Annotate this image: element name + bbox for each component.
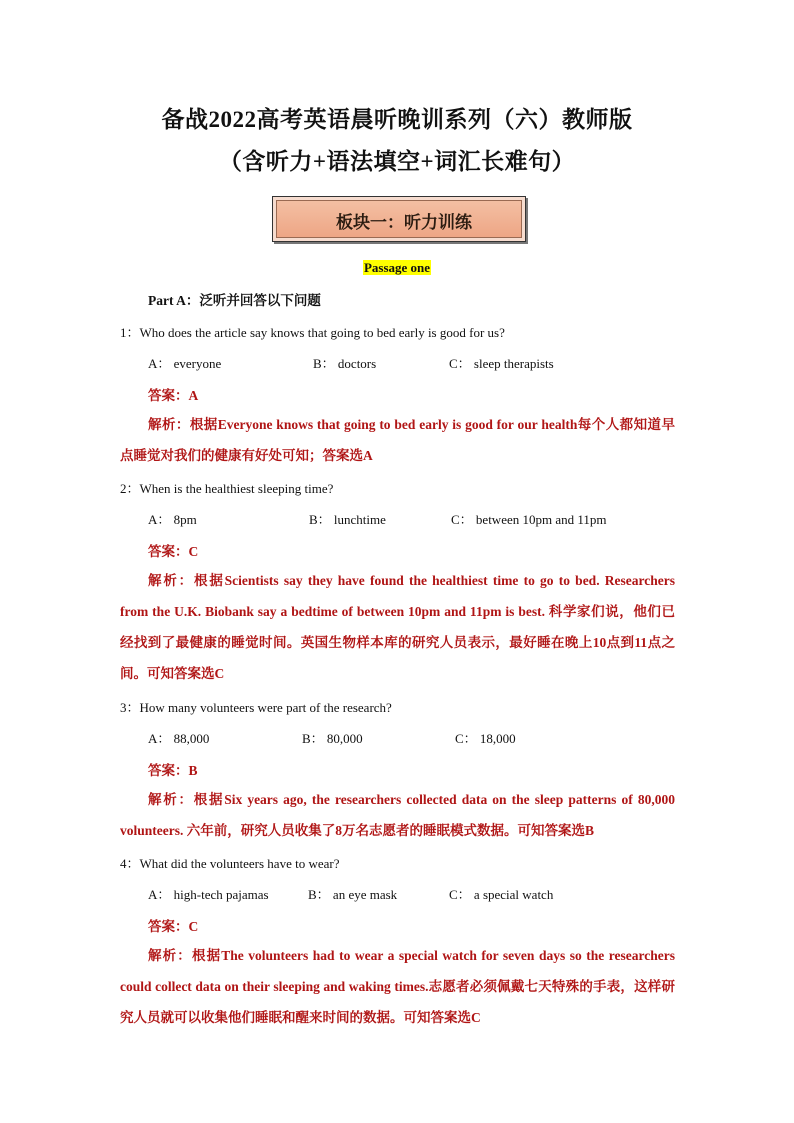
passage-heading [0, 259, 794, 277]
question-3-option-c: C： 18,000 [455, 731, 516, 746]
question-2-option-b: B： lunchtime [309, 512, 386, 527]
question-1: 1：Who does the article say knows that going to bed early is good for us? [120, 325, 505, 340]
document-title-line-1: 备战2022高考英语晨听晚训系列（六）教师版 [161, 107, 633, 132]
question-3: 3：How many volunteers were part of the research? [120, 700, 392, 715]
question-1-option-b: B： doctors [313, 356, 377, 371]
question-1-option-c: C： sleep therapists [449, 356, 554, 371]
question-1-option-a: A： everyone [148, 356, 222, 371]
section-header-label: 板块一：听力训练 [336, 213, 472, 232]
question-2-explanation: 解析：根据Scientists say they have found the healthiest time to go to bed. Researchers from the U.K. Biobank say a bedtime of between 10pm and 11pm is best. 科学家们说，他们已经找到了最健康的睡觉时间。英国生物样本库的研究人员表示，最好睡在晚上10点到11点之间。可知答案选C [120, 573, 675, 681]
question-4-option-c: C： a special watch [449, 887, 554, 902]
question-1-answer: 答案：A [148, 388, 199, 403]
question-2-answer: 答案：C [148, 544, 199, 559]
question-2-option-c: C： between 10pm and 11pm [451, 512, 607, 527]
section-header-box [272, 196, 526, 242]
question-4-option-a: A： high-tech pajamas [148, 887, 269, 902]
document-title-line-2: （含听力+语法填空+词汇长难句） [218, 149, 576, 174]
question-3-answer: 答案：B [148, 763, 198, 778]
question-4-explanation: 解析：根据The volunteers had to wear a special watch for seven days so the researchers could collect data on their sleeping and waking times.志愿者必须佩戴七天特殊的手表，这样研究人员就可以收集他们睡眠和醒来时间的数据。可知答案选C [120, 948, 675, 1025]
question-4-option-b: B： an eye mask [308, 887, 398, 902]
question-4: 4：What did the volunteers have to wear? [120, 856, 340, 871]
question-3-option-b: B： 80,000 [302, 731, 363, 746]
question-4-answer: 答案：C [148, 919, 199, 934]
question-2-option-a: A： 8pm [148, 512, 197, 527]
passage-label: Passage one [363, 260, 431, 275]
question-3-explanation: 解析：根据Six years ago, the researchers collected data on the sleep patterns of 80,000 volunteers. 六年前，研究人员收集了8万名志愿者的睡眠模式数据。可知答案选B [120, 792, 675, 838]
question-1-explanation: 解析：根据Everyone knows that going to bed early is good for our health每个人都知道早点睡觉对我们的健康有好处可知；答案选A [120, 417, 675, 463]
question-3-option-a: A： 88,000 [148, 731, 210, 746]
question-2: 2：When is the healthiest sleeping time? [120, 481, 334, 496]
part-a-heading: Part A：泛听并回答以下问题 [148, 293, 321, 308]
